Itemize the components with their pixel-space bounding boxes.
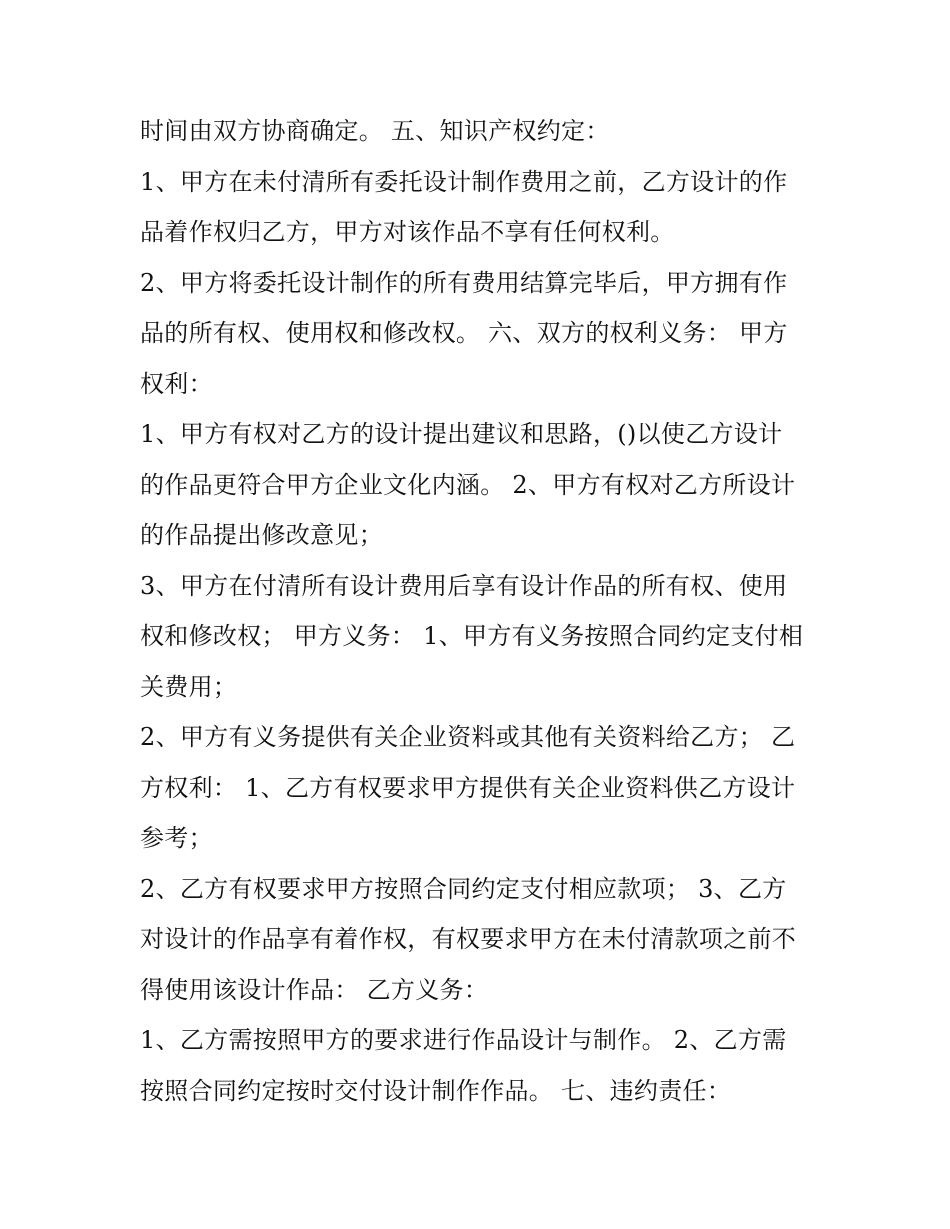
text-line: 对设计的作品享有着作权，有权要求甲方在未付清款项之前不 <box>140 925 797 953</box>
text-line: 2、乙方有权要求甲方按照合同约定支付相应款项； 3、乙方 <box>140 874 787 903</box>
text-line: 按照合同约定按时交付设计制作作品。 七、违约责任： <box>140 1076 732 1105</box>
text-line: 关费用； <box>140 672 238 701</box>
text-line: 2、甲方将委托设计制作的所有费用结算完毕后，甲方拥有作 <box>140 268 788 297</box>
text-line: 品着作权归乙方，甲方对该作品不享有任何权利。 <box>140 218 675 246</box>
text-line: 得使用该设计作品： 乙方义务： <box>140 975 489 1004</box>
text-line: 权利： <box>140 369 213 398</box>
text-line: 的作品提出修改意见； <box>140 521 383 549</box>
text-line: 的作品更符合甲方企业文化内涵。 2、甲方有权对乙方所设计 <box>140 470 796 499</box>
text-line: 2、甲方有义务提供有关企业资料或其他有关资料给乙方； 乙 <box>140 723 796 751</box>
text-line: 方权利： 1、乙方有权要求甲方提供有关企业资料供乙方设计 <box>140 773 796 802</box>
text-line: 1、甲方有权对乙方的设计提出建议和思路，()以使乙方设计 <box>140 420 783 448</box>
text-line: 品的所有权、使用权和修改权。 六、双方的权利义务： 甲方 <box>140 319 788 347</box>
text-line: 参考； <box>140 824 213 852</box>
document-body <box>140 106 820 1116</box>
text-line: 1、乙方需按照甲方的要求进行作品设计与制作。 2、乙方需 <box>140 1026 787 1054</box>
text-line: 时间由双方协商确定。 五、知识产权约定： <box>140 117 610 145</box>
text-line: 1、甲方在未付清所有委托设计制作费用之前，乙方设计的作 <box>140 167 788 196</box>
text-line: 权和修改权； 甲方义务： 1、甲方有义务按照合同约定支付相 <box>140 622 804 650</box>
text-line: 3、甲方在付清所有设计费用后享有设计作品的所有权、使用 <box>140 571 788 600</box>
